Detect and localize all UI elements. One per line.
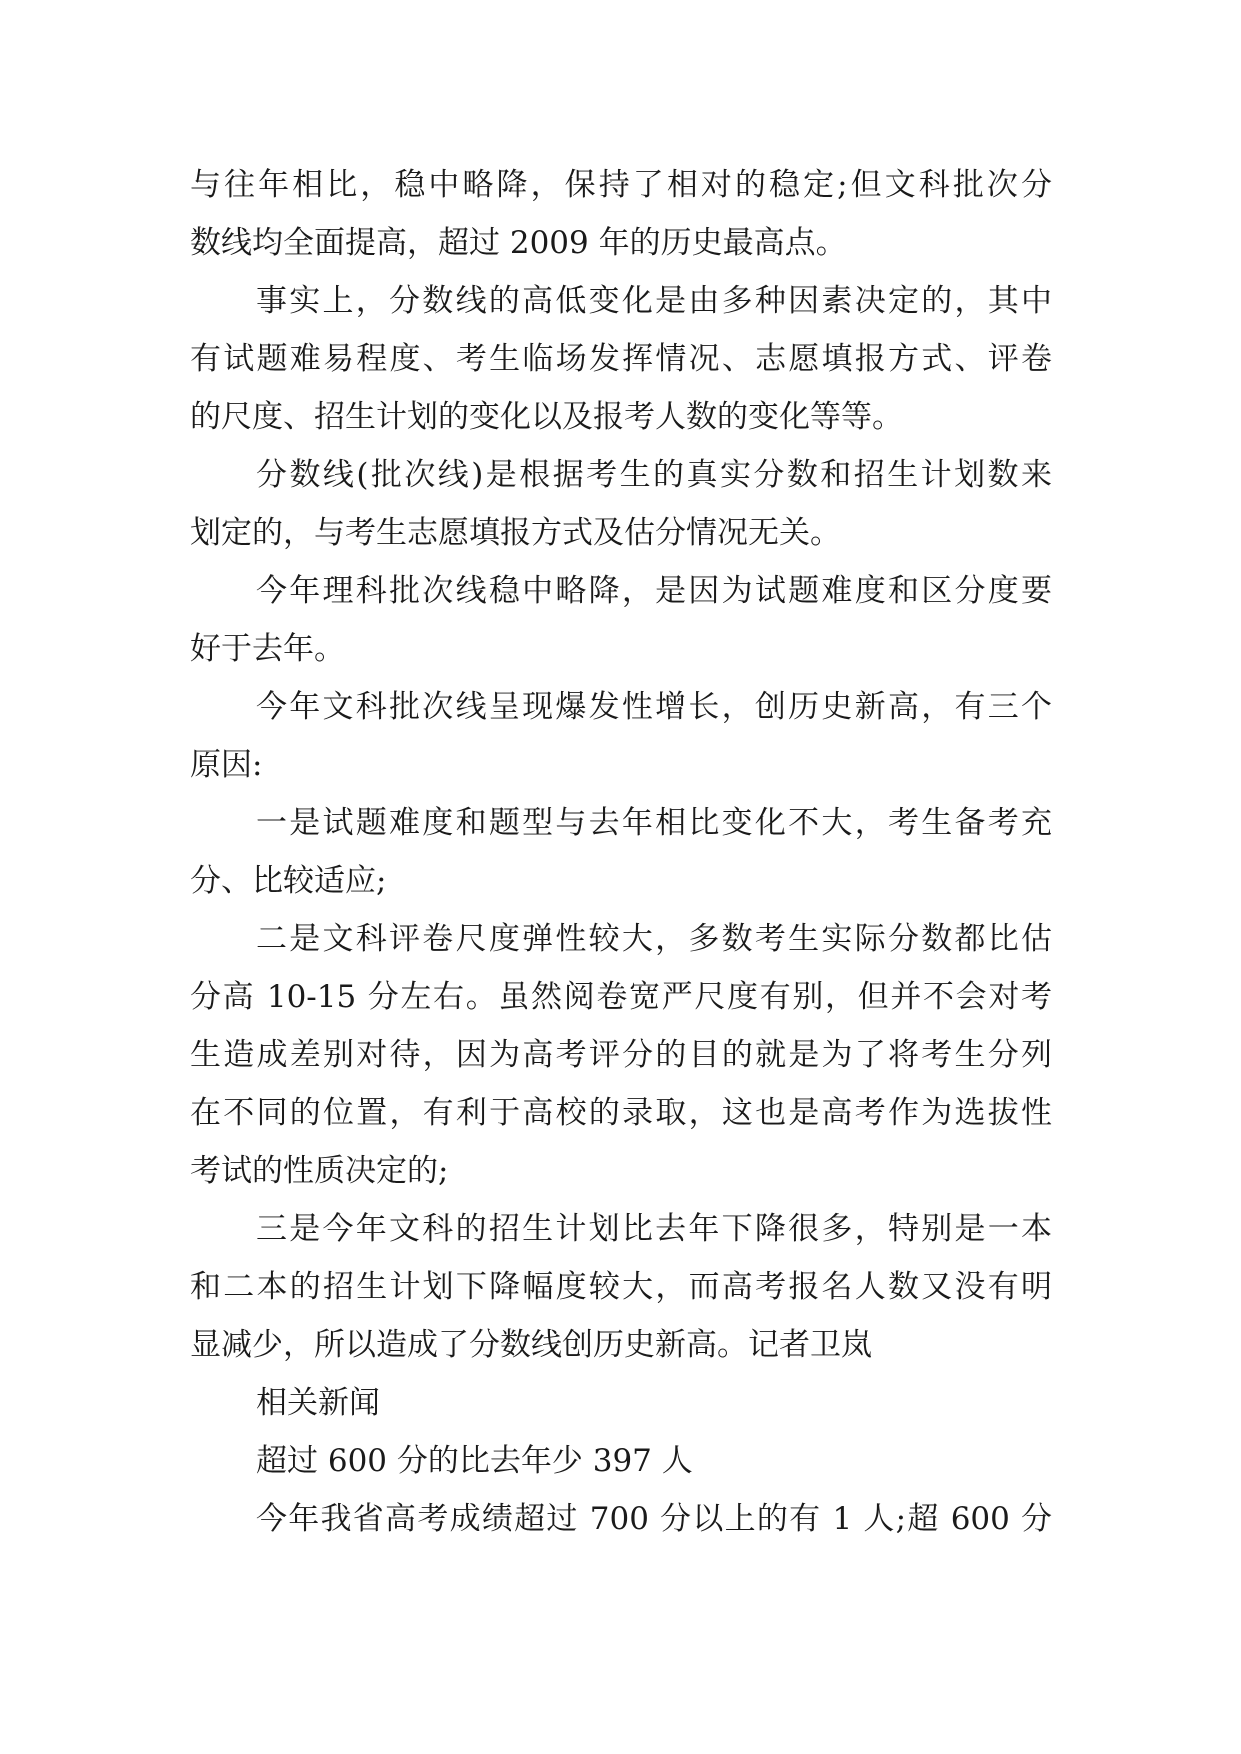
text-line-17: 在不同的位置，有利于高校的录取，这也是高考作为选拔性: [190, 1095, 1052, 1131]
text-line-5: 的尺度、招生计划的变化以及报考人数的变化等等。: [190, 399, 903, 435]
text-line-13: 分、比较适应;: [190, 863, 387, 899]
text-line-4: 有试题难易程度、考生临场发挥情况、志愿填报方式、评卷: [190, 341, 1052, 377]
text-line-20: 和二本的招生计划下降幅度较大，而高考报名人数又没有明: [190, 1269, 1052, 1305]
text-line-19: 三是今年文科的招生计划比去年下降很多，特别是一本: [256, 1211, 1052, 1247]
section-heading-related-news: 相关新闻: [256, 1385, 380, 1421]
text-line-2: 数线均全面提高，超过 2009 年的历史最高点。: [190, 225, 847, 261]
text-line-15: 分高 10-15 分左右。虽然阅卷宽严尺度有别，但并不会对考: [190, 979, 1052, 1015]
text-line-11: 原因:: [190, 747, 263, 783]
text-line-7: 划定的，与考生志愿填报方式及估分情况无关。: [190, 515, 841, 551]
text-line-6: 分数线(批次线)是根据考生的真实分数和招生计划数来: [256, 457, 1052, 493]
text-line-10: 今年文科批次线呈现爆发性增长，创历史新高，有三个: [256, 689, 1052, 725]
text-line-14: 二是文科评卷尺度弹性较大，多数考生实际分数都比估: [256, 921, 1052, 957]
text-line-21: 显减少，所以造成了分数线创历史新高。记者卫岚: [190, 1327, 872, 1363]
text-line-12: 一是试题难度和题型与去年相比变化不大，考生备考充: [256, 805, 1052, 841]
text-line-3: 事实上，分数线的高低变化是由多种因素决定的，其中: [256, 283, 1052, 319]
text-line-9: 好于去年。: [190, 631, 345, 667]
news-subheading: 超过 600 分的比去年少 397 人: [256, 1443, 693, 1479]
text-line-18: 考试的性质决定的;: [190, 1153, 449, 1189]
text-line-1: 与往年相比，稳中略降，保持了相对的稳定;但文科批次分: [190, 167, 1052, 203]
text-line-24: 今年我省高考成绩超过 700 分以上的有 1 人;超 600 分: [256, 1501, 1052, 1537]
text-line-8: 今年理科批次线稳中略降，是因为试题难度和区分度要: [256, 573, 1052, 609]
text-line-16: 生造成差别对待，因为高考评分的目的就是为了将考生分列: [190, 1037, 1052, 1073]
